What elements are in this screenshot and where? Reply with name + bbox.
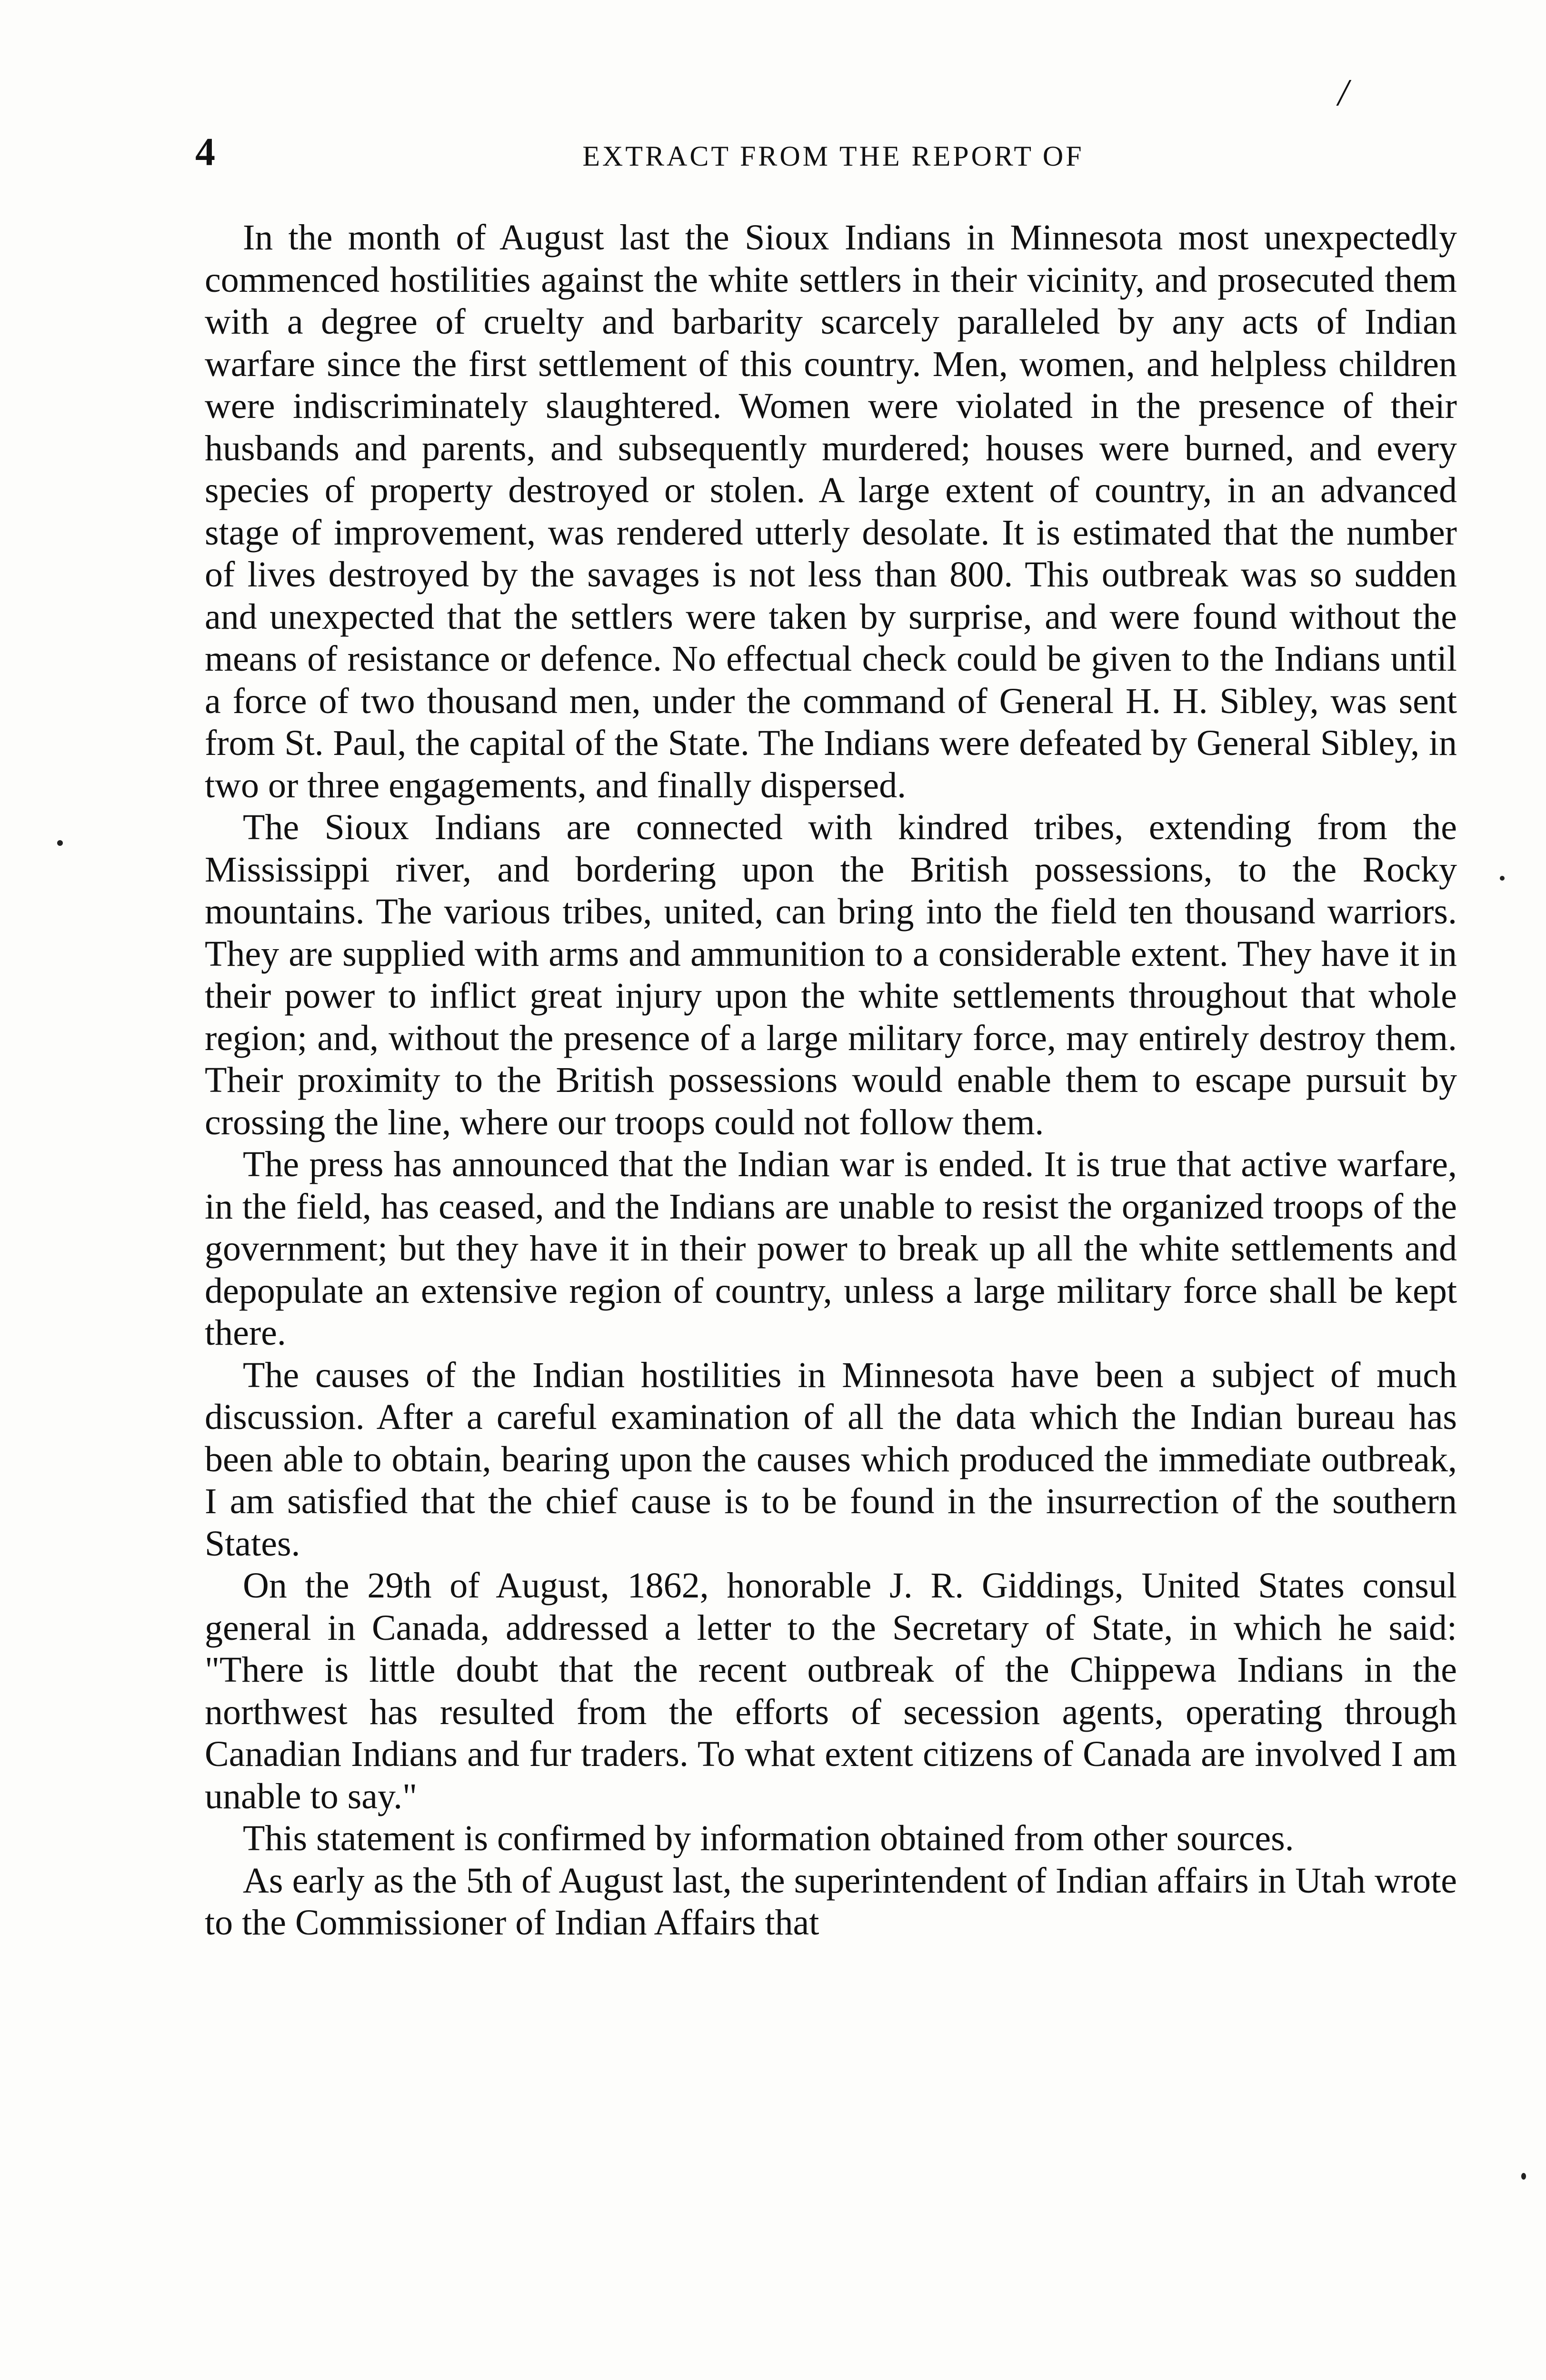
paragraph-giddings-letter: On the 29th of August, 1862, honorable J. R. Giddings, United States consul general in Canada, addressed a letter to the Secretary of State, in which he said: "There is little doubt that the recent outbreak of the Chippewa Indians in the northwest has resulted from the efforts of secession agents, operating through Canadian Indians and fur traders. To what extent citizens of Canada are involved I am unable to say." <box>205 1566 1457 1816</box>
running-head: EXTRACT FROM THE REPORT OF <box>582 140 1084 172</box>
paragraph-press-announcement: The press has announced that the Indian war is ended. It is true that active warfare, in the field, has ceased, and the Indians are unable to resist the organized troops of the government; but they have it in their power to break up all the white settlements and depopulate an extensive region of country, unless a large military force shall be kept there. <box>205 1144 1457 1353</box>
page-header <box>186 129 1481 181</box>
paragraph-utah-superintendent: As early as the 5th of August last, the superintendent of Indian affairs in Utah wrote to the Commissioner of Indian Affairs that <box>205 1860 1457 1943</box>
page-number: 4 <box>195 130 215 174</box>
paragraph-confirmation: This statement is confirmed by information obtained from other sources. <box>243 1818 1294 1858</box>
paragraph-sioux-outbreak: In the month of August last the Sioux Indians in Minnesota most unexpectedly commenced hostilities against the white settlers in their vicinity, and prosecuted them with a degree of cruelty and barbarity scarcely paralleled by any acts of Indian warfare since the first settlement of this country. Men, women, and helpless children were indiscriminately slaughtered. Women were violated in the presence of their husbands and parents, and subsequently murdered; houses were burned, and every species of property destroyed or stolen. A large extent of country, in an advanced stage of improvement, was rendered utterly desolate. It is estimated that the number of lives destroyed by the savages is not less than 800. This outbreak was so sudden and unexpected that the settlers were taken by surprise, and were found without the means of resistance or defence. No effectual check could be given to the Indians until a force of two thousand men, under the command of General H. H. Sibley, was sent from St. Paul, the capital of the State. The Indians were defeated by General Sibley, in two or three engagements, and finally dispersed. <box>205 218 1457 805</box>
ink-speck <box>1521 2173 1526 2180</box>
paragraph-kindred-tribes: The Sioux Indians are connected with kindred tribes, extending from the Mississippi river, and bordering upon the British possessions, to the Rocky mountains. The various tribes, united, can bring into the field ten thousand warriors. They are supplied with arms and ammunition to a considerable extent. They have it in their power to inflict great injury upon the white settlements throughout that whole region; and, without the presence of a large military force, may entirely destroy them. Their proximity to the British possessions would enable them to escape pursuit by crossing the line, where our troops could not follow them. <box>205 807 1457 1142</box>
body-text <box>205 217 1457 1944</box>
corner-mark: / <box>1338 72 1349 114</box>
ink-speck <box>1500 876 1505 881</box>
paragraph-causes: The causes of the Indian hostilities in Minnesota have been a subject of much discussion. After a careful examination of all the data which the Indian bureau has been able to obtain, bearing upon the causes which produced the immediate outbreak, I am satisfied that the chief cause is to be found in the insurrection of the southern States. <box>205 1355 1457 1564</box>
ink-speck <box>57 840 63 846</box>
